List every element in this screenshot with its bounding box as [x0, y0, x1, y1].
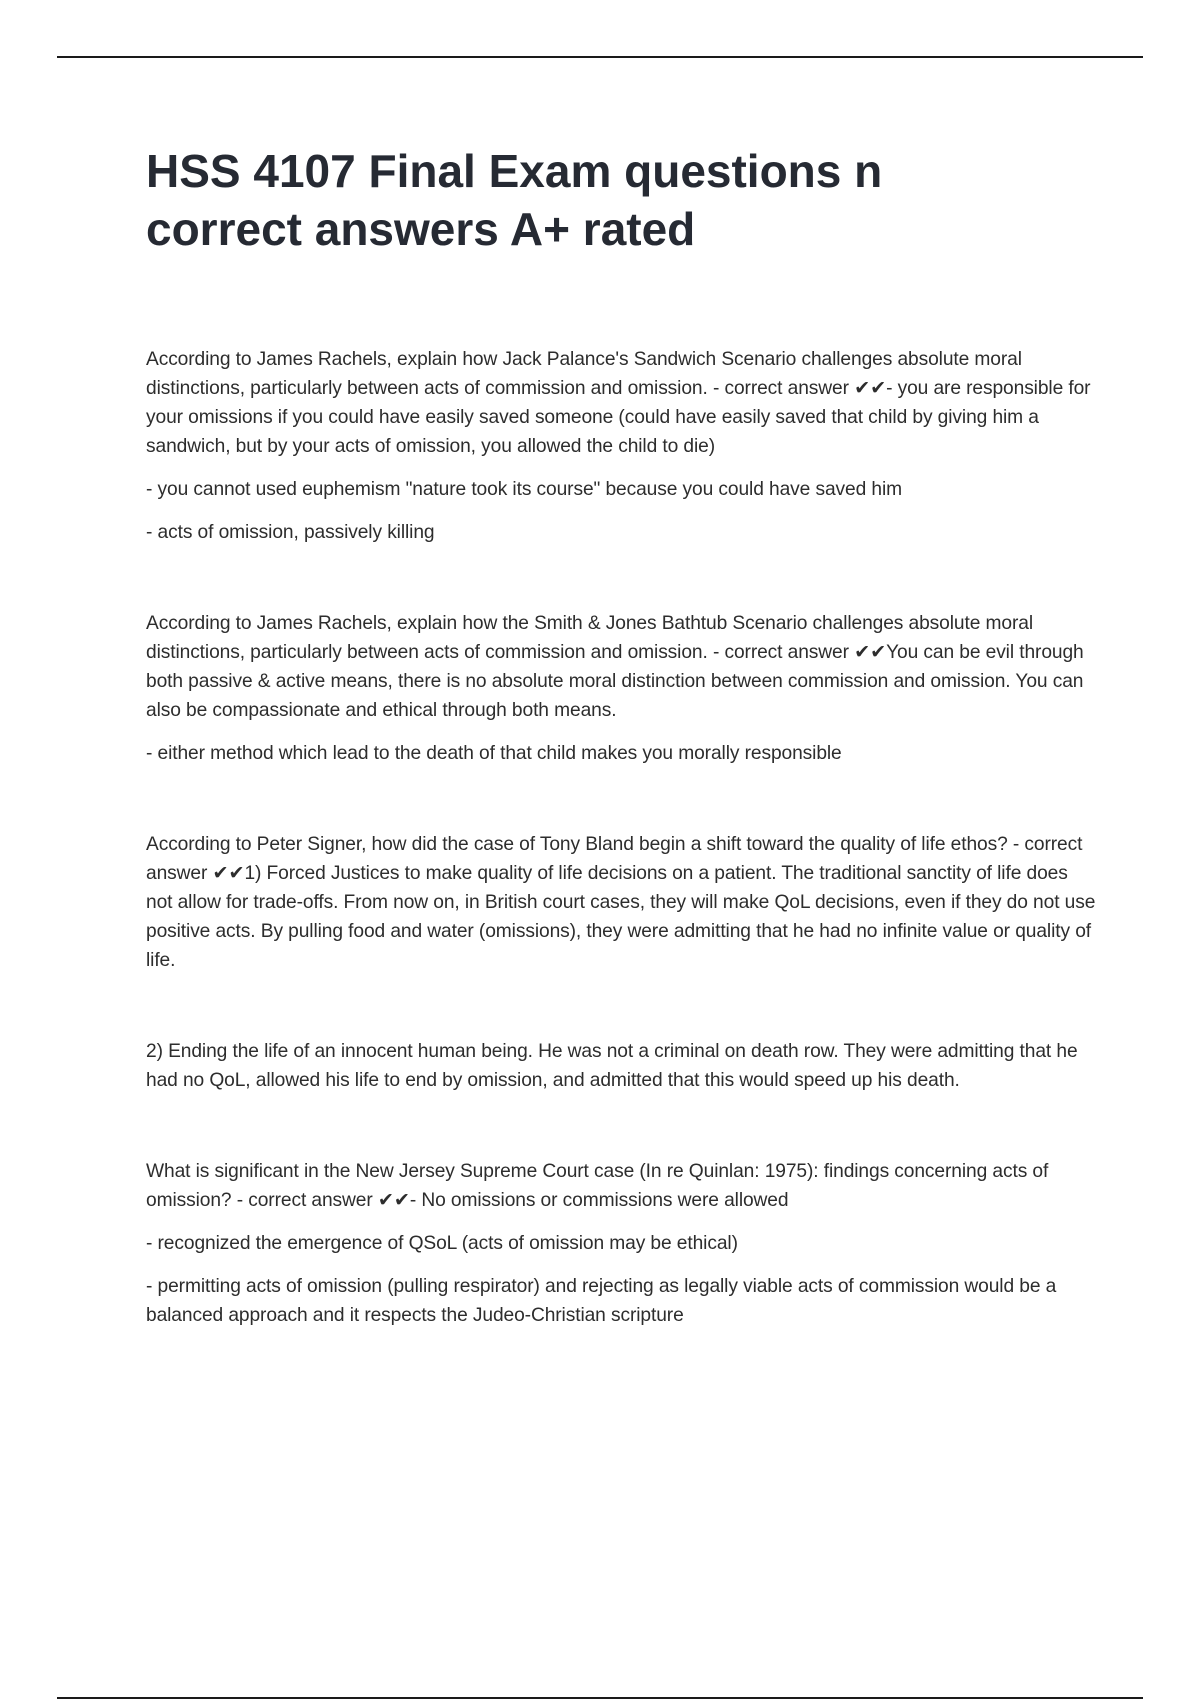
question-answer-text: According to Peter Signer, how did the case of Tony Bland begin a shift toward the quality of life ethos? - correct answer ✔✔1) Forced Justices to make quality of life decisions on a patient. The traditional sanctity of life does not allow for trade-offs. From now on, in British court cases, they will make QoL decisions, even if they do not use positive acts. By pulling food and water (omissions), they were admitting that he had no infinite value or quality of life.: [146, 834, 1096, 971]
page-title: HSS 4107 Final Exam questions n correct answers A+ rated: [146, 145, 883, 255]
question-answer-text: According to James Rachels, explain how Jack Palance's Sandwich Scenario challenges absolute moral distinctions, particularly between acts of commission and omission. - correct answer ✔✔- you are responsible for your omissions if you could have easily saved someone (could have easily saved that child by giving him a sandwich, but by your acts of omission, you allowed the child to die): [146, 349, 1091, 457]
answer-bullet: - recognized the emergence of QSoL (acts of omission may be ethical): [146, 1233, 738, 1254]
question-answer-text: According to James Rachels, explain how the Smith & Jones Bathtub Scenario challenges absolute moral distinctions, particularly between acts of commission and omission. - correct answer ✔✔You can be evil through both passive & active means, there is no absolute moral distinction between commission and omission. You can also be compassionate and ethical through both means.: [146, 613, 1084, 721]
answer-bullet: - you cannot used euphemism "nature took its course" because you could have saved him: [146, 479, 903, 500]
answer-bullet: - acts of omission, passively killing: [146, 522, 435, 543]
qa-block-tony-bland: [146, 830, 1096, 975]
bottom-rule: [57, 1697, 1143, 1699]
qa-block-tony-bland-point-2: [146, 1037, 1096, 1095]
top-rule: [57, 56, 1143, 58]
document-body: [146, 345, 1096, 1392]
answer-text: 2) Ending the life of an innocent human being. He was not a criminal on death row. They were admitting that he had no QoL, allowed his life to end by omission, and admitted that this would speed up his death.: [146, 1041, 1078, 1091]
question-answer-text: What is significant in the New Jersey Supreme Court case (In re Quinlan: 1975): findings concerning acts of omission? - correct answer ✔✔- No omissions or commissions were allowed: [146, 1161, 1049, 1211]
qa-block-bathtub-scenario: [146, 609, 1096, 768]
answer-bullet: - permitting acts of omission (pulling respirator) and rejecting as legally viable acts of commission would be a balanced approach and it respects the Judeo-Christian scripture: [146, 1276, 1057, 1326]
qa-block-quinlan-case: [146, 1157, 1096, 1330]
qa-block-sandwich-scenario: [146, 345, 1096, 547]
answer-bullet: - either method which lead to the death of that child makes you morally responsible: [146, 743, 842, 764]
